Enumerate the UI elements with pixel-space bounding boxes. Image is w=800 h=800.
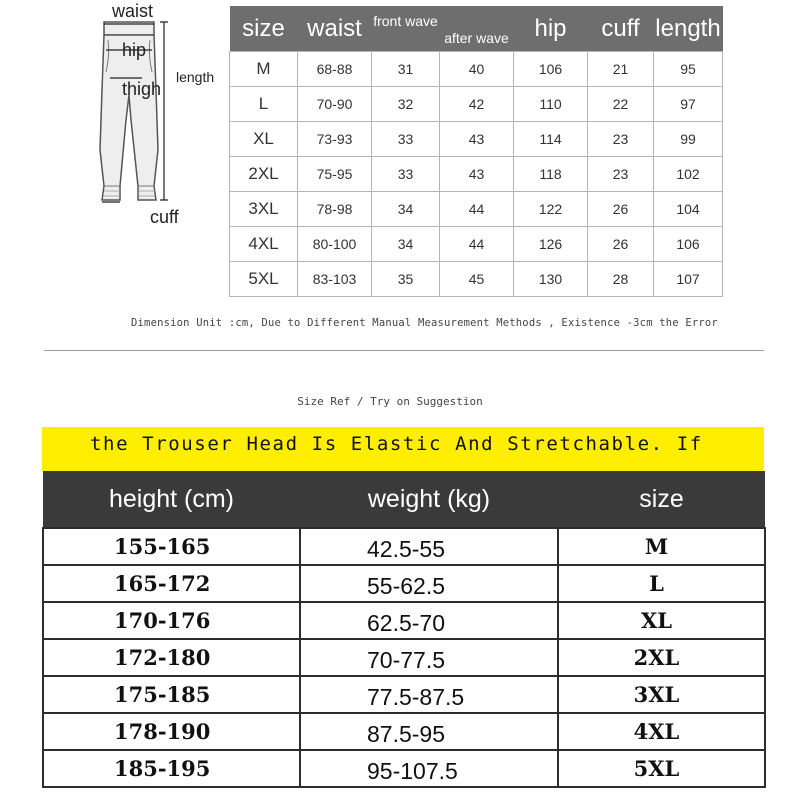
cuff-cell: 23 — [588, 157, 654, 192]
hip-cell: 114 — [514, 122, 588, 157]
length-cell: 106 — [654, 227, 723, 262]
measurement-note: Dimension Unit :cm, Due to Different Manual Measurement Methods , Existence -3cm the Error — [131, 317, 718, 329]
ref-size-cell: XL — [558, 602, 765, 639]
front-wave-cell: 34 — [372, 192, 440, 227]
table-row — [43, 713, 765, 750]
header-length: length — [654, 6, 723, 52]
cuff-cell: 26 — [588, 227, 654, 262]
size-cell: 2XL — [230, 157, 298, 192]
thigh-label: thigh — [122, 79, 162, 99]
hip-cell: 110 — [514, 87, 588, 122]
after-wave-cell: 44 — [440, 192, 514, 227]
hip-cell: 130 — [514, 262, 588, 297]
length-label: length — [176, 69, 215, 85]
after-wave-cell: 40 — [440, 52, 514, 87]
pants-illustration — [80, 0, 230, 235]
header-after-wave: after wave — [440, 6, 514, 52]
waist-cell: 70-90 — [298, 87, 372, 122]
cuff-cell: 22 — [588, 87, 654, 122]
size-cell: 4XL — [230, 227, 298, 262]
header-size: size — [230, 6, 298, 52]
weight-cell: 70-77.5 — [300, 639, 558, 676]
weight-cell: 55-62.5 — [300, 565, 558, 602]
waist-cell: 75-95 — [298, 157, 372, 192]
front-wave-cell: 33 — [372, 122, 440, 157]
size-cell: M — [230, 52, 298, 87]
length-cell: 99 — [654, 122, 723, 157]
size-table-header-row — [230, 6, 723, 52]
section-divider — [44, 350, 764, 351]
table-row — [43, 750, 765, 787]
header-weight: weight (kg) — [300, 471, 558, 528]
front-wave-cell: 34 — [372, 227, 440, 262]
size-suggestion-table — [42, 471, 766, 788]
header-height: height (cm) — [43, 471, 300, 528]
pants-diagram — [80, 0, 230, 235]
table-row — [230, 262, 723, 297]
header-cuff: cuff — [588, 6, 654, 52]
height-cell: 185-195 — [43, 750, 300, 787]
height-cell: 172-180 — [43, 639, 300, 676]
hip-cell: 106 — [514, 52, 588, 87]
cuff-cell: 26 — [588, 192, 654, 227]
cuff-cell: 23 — [588, 122, 654, 157]
height-cell: 155-165 — [43, 528, 300, 565]
ref-size-cell: 2XL — [558, 639, 765, 676]
front-wave-cell: 32 — [372, 87, 440, 122]
weight-cell: 95-107.5 — [300, 750, 558, 787]
ref-size-cell: 5XL — [558, 750, 765, 787]
weight-cell: 42.5-55 — [300, 528, 558, 565]
header-ref-size: size — [558, 471, 765, 528]
table-row — [43, 602, 765, 639]
header-hip: hip — [514, 6, 588, 52]
hip-cell: 118 — [514, 157, 588, 192]
table-row — [230, 52, 723, 87]
length-cell: 104 — [654, 192, 723, 227]
table-row — [43, 565, 765, 602]
ref-size-cell: M — [558, 528, 765, 565]
table-row — [230, 87, 723, 122]
table-row — [230, 122, 723, 157]
after-wave-cell: 43 — [440, 122, 514, 157]
height-cell: 170-176 — [43, 602, 300, 639]
size-cell: L — [230, 87, 298, 122]
front-wave-cell: 35 — [372, 262, 440, 297]
height-cell: 165-172 — [43, 565, 300, 602]
table-row — [230, 157, 723, 192]
table-row — [230, 192, 723, 227]
weight-cell: 77.5-87.5 — [300, 676, 558, 713]
waist-cell: 68-88 — [298, 52, 372, 87]
waist-cell: 78-98 — [298, 192, 372, 227]
size-cell: 3XL — [230, 192, 298, 227]
hip-label: hip — [122, 40, 147, 60]
length-cell: 97 — [654, 87, 723, 122]
weight-cell: 62.5-70 — [300, 602, 558, 639]
ref-size-cell: 4XL — [558, 713, 765, 750]
header-waist: waist — [298, 6, 372, 52]
table-row — [43, 639, 765, 676]
table-row — [43, 528, 765, 565]
ref-size-cell: 3XL — [558, 676, 765, 713]
size-cell: XL — [230, 122, 298, 157]
size-ref-title: Size Ref / Try on Suggestion — [297, 395, 483, 408]
ref-size-cell: L — [558, 565, 765, 602]
front-wave-cell: 31 — [372, 52, 440, 87]
hip-cell: 122 — [514, 192, 588, 227]
size-measurement-table — [229, 6, 723, 297]
elastic-notice-banner: the Trouser Head Is Elastic And Stretchable. If — [42, 427, 764, 471]
waist-cell: 73-93 — [298, 122, 372, 157]
waist-label: waist — [112, 1, 154, 21]
cuff-cell: 21 — [588, 52, 654, 87]
length-cell: 102 — [654, 157, 723, 192]
length-cell: 95 — [654, 52, 723, 87]
hip-cell: 126 — [514, 227, 588, 262]
height-cell: 175-185 — [43, 676, 300, 713]
header-front-wave: front wave — [372, 6, 440, 52]
after-wave-cell: 43 — [440, 157, 514, 192]
cuff-label: cuff — [150, 207, 179, 227]
weight-cell: 87.5-95 — [300, 713, 558, 750]
table-row — [230, 227, 723, 262]
table-row — [43, 676, 765, 713]
front-wave-cell: 33 — [372, 157, 440, 192]
height-cell: 178-190 — [43, 713, 300, 750]
waist-cell: 80-100 — [298, 227, 372, 262]
size-cell: 5XL — [230, 262, 298, 297]
length-cell: 107 — [654, 262, 723, 297]
ref-table-header-row — [43, 471, 765, 528]
after-wave-cell: 44 — [440, 227, 514, 262]
after-wave-cell: 45 — [440, 262, 514, 297]
waist-cell: 83-103 — [298, 262, 372, 297]
cuff-cell: 28 — [588, 262, 654, 297]
after-wave-cell: 42 — [440, 87, 514, 122]
